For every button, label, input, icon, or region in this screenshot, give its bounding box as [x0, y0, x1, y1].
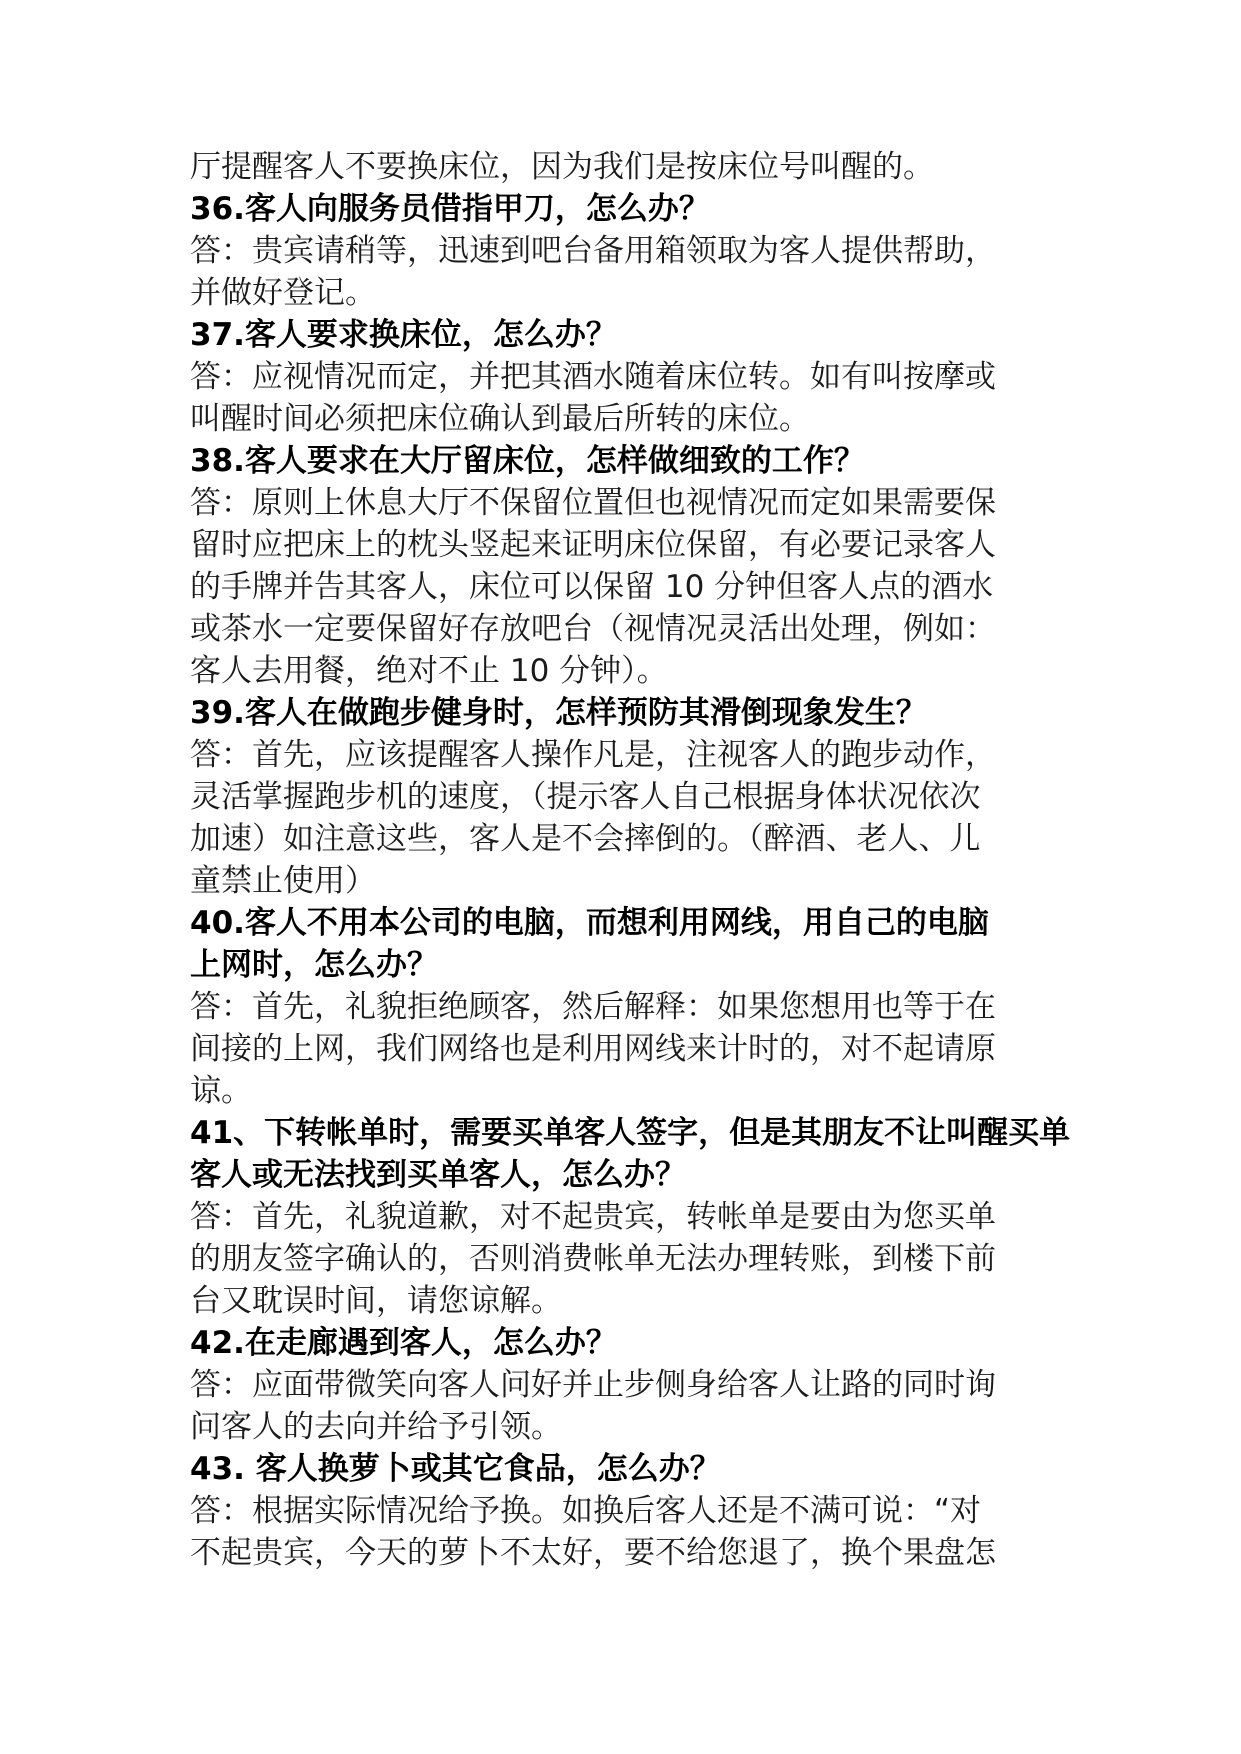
text-line: 43. 客人换萝卜或其它食品，怎么办？ [190, 1451, 721, 1487]
text-line: 留时应把床上的枕头竖起来证明床位保留，有必要记录客人 [190, 527, 996, 563]
text-line: 加速）如注意这些，客人是不会摔倒的。（醉酒、老人、儿 [190, 821, 981, 857]
text-line: 灵活掌握跑步机的速度，（提示客人自己根据身体状况依次 [190, 779, 981, 815]
text-line: 答：根据实际情况给予换。如换后客人还是不满可说：“对 [190, 1493, 982, 1529]
answer-text [190, 146, 1060, 188]
text-line: 并做好登记。 [190, 275, 376, 311]
answer-text [190, 1196, 1060, 1322]
text-line: 客人或无法找到买单客人，怎么办？ [190, 1157, 686, 1193]
text-line: 童禁止使用） [190, 863, 376, 899]
text-line: 38.客人要求在大厅留床位，怎样做细致的工作？ [190, 443, 865, 479]
question-heading [190, 1448, 1060, 1490]
text-line: 37.客人要求换床位，怎么办？ [190, 317, 617, 353]
question-heading [190, 692, 1060, 734]
text-line: 叫醒时间必须把床位确认到最后所转的床位。 [190, 401, 810, 437]
answer-text [190, 230, 1060, 314]
text-line: 答：贵宾请稍等，迅速到吧台备用箱领取为客人提供帮助， [190, 233, 996, 269]
text-line: 台又耽误时间，请您谅解。 [190, 1283, 562, 1319]
text-line: 谅。 [190, 1073, 252, 1109]
text-line: 厅提醒客人不要换床位，因为我们是按床位号叫醒的。 [190, 149, 934, 185]
text-line: 答：首先，礼貌拒绝顾客，然后解释：如果您想用也等于在 [190, 989, 996, 1025]
answer-text [190, 482, 1060, 692]
text-line: 答：应视情况而定，并把其酒水随着床位转。如有叫按摩或 [190, 359, 996, 395]
text-line: 客人去用餐，绝对不止 10 分钟）。 [190, 653, 668, 689]
text-line: 42.在走廊遇到客人，怎么办？ [190, 1325, 617, 1361]
question-heading [190, 188, 1060, 230]
text-line: 的手牌并告其客人，床位可以保留 10 分钟但客人点的酒水 [190, 569, 994, 605]
answer-text [190, 1364, 1060, 1448]
answer-text [190, 734, 1060, 902]
text-line: 的朋友签字确认的，否则消费帐单无法办理转账，到楼下前 [190, 1241, 996, 1277]
document-page [190, 146, 1071, 1574]
text-line: 40.客人不用本公司的电脑，而想利用网线，用自己的电脑 [190, 905, 989, 941]
text-line: 或茶水一定要保留好存放吧台（视情况灵活出处理，例如： [190, 611, 996, 647]
question-heading [190, 314, 1060, 356]
question-heading [190, 440, 1060, 482]
text-line: 不起贵宾，今天的萝卜不太好，要不给您退了，换个果盘怎 [190, 1535, 996, 1571]
text-line: 间接的上网，我们网络也是利用网线来计时的，对不起请原 [190, 1031, 996, 1067]
text-line: 答：首先，应该提醒客人操作凡是，注视客人的跑步动作， [190, 737, 996, 773]
question-heading [190, 1322, 1060, 1364]
text-line: 答：原则上休息大厅不保留位置但也视情况而定如果需要保 [190, 485, 996, 521]
answer-text [190, 356, 1060, 440]
answer-text [190, 986, 1060, 1112]
text-line: 上网时，怎么办？ [190, 947, 438, 983]
text-line: 39.客人在做跑步健身时，怎样预防其滑倒现象发生？ [190, 695, 927, 731]
text-line: 答：应面带微笑向客人问好并止步侧身给客人让路的同时询 [190, 1367, 996, 1403]
question-heading [190, 1112, 1071, 1196]
text-line: 41、下转帐单时，需要买单客人签字，但是其朋友不让叫醒买单 [190, 1115, 1071, 1151]
text-line: 36.客人向服务员借指甲刀，怎么办？ [190, 191, 710, 227]
text-line: 答：首先，礼貌道歉，对不起贵宾，转帐单是要由为您买单 [190, 1199, 996, 1235]
text-line: 问客人的去向并给予引领。 [190, 1409, 562, 1445]
answer-text [190, 1490, 1060, 1574]
question-heading [190, 902, 1060, 986]
